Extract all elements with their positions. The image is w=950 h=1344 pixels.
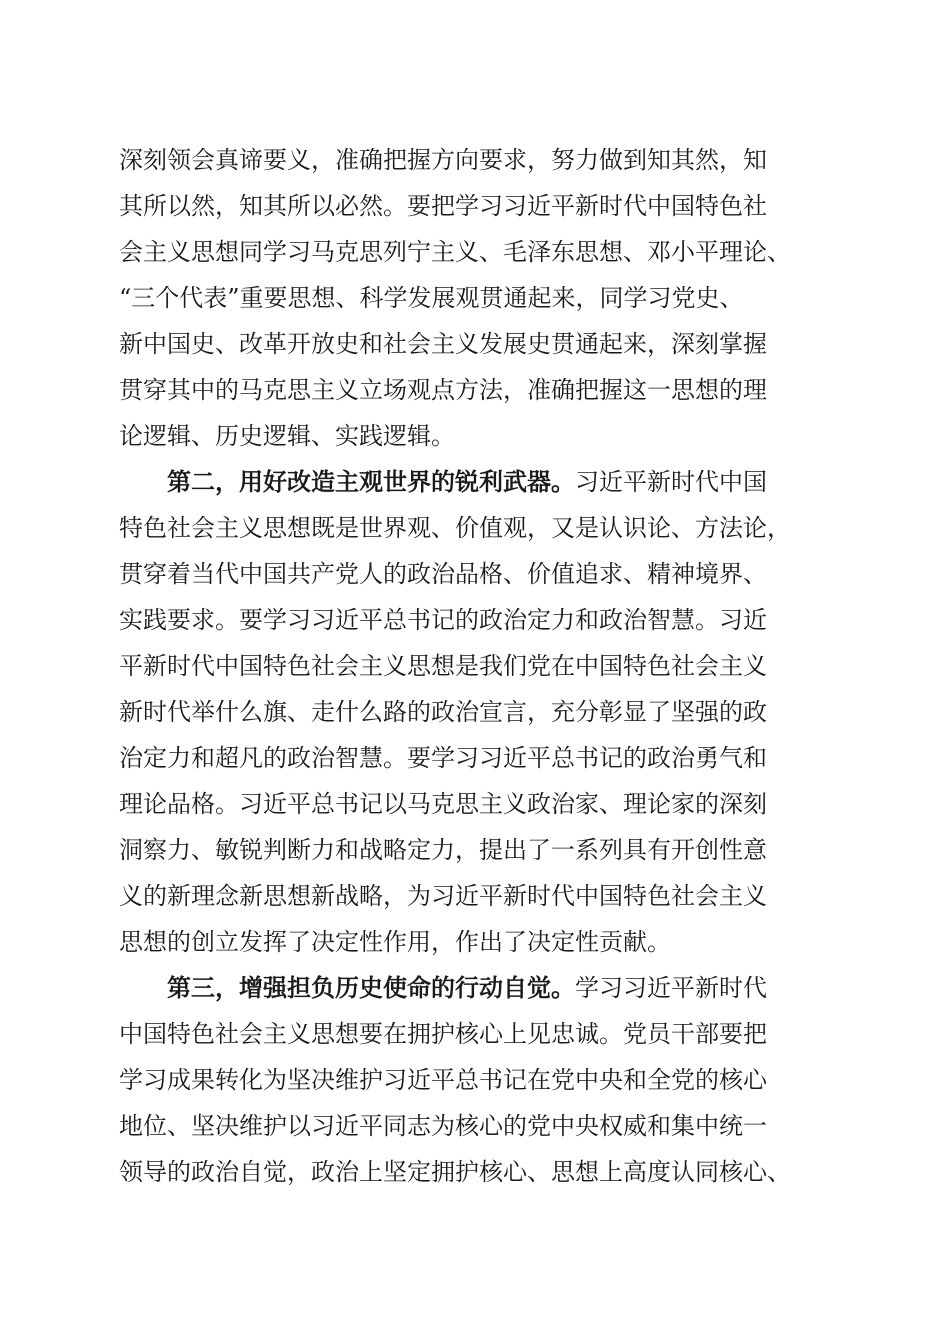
paragraph-3-heading: 第三，增强担负历史使命的行动自觉。 bbox=[167, 973, 575, 1002]
paragraph-1-line-1: 深刻领会真谛要义，准确把握方向要求，努力做到知其然，知 bbox=[119, 146, 767, 174]
paragraph-3-line-1 bbox=[119, 965, 834, 1011]
body-text bbox=[119, 137, 834, 1195]
paragraph-1-line-5: 新中国史、改革开放史和社会主义发展史贯通起来，深刻掌握 bbox=[119, 330, 767, 358]
paragraph-2-line-3: 贯穿着当代中国共产党人的政治品格、价值追求、精神境界、 bbox=[119, 560, 767, 588]
paragraph-3-line-4: 地位、坚决维护以习近平同志为核心的党中央权威和集中统一 bbox=[119, 1112, 767, 1140]
paragraph-3-first-line-text: 学习习近平新时代 bbox=[575, 974, 767, 1002]
paragraph-2-heading: 第二，用好改造主观世界的锐利武器。 bbox=[167, 467, 575, 496]
paragraph-1-line-2: 其所以然，知其所以必然。要把学习习近平新时代中国特色社 bbox=[119, 192, 767, 220]
paragraph-2-line-8: 理论品格。习近平总书记以马克思主义政治家、理论家的深刻 bbox=[119, 790, 767, 818]
paragraph-2-first-line-text: 习近平新时代中国 bbox=[575, 468, 767, 496]
paragraph-2-line-2: 特色社会主义思想既是世界观、价值观，又是认识论、方法论， bbox=[119, 514, 791, 542]
paragraph-3-line-2: 中国特色社会主义思想要在拥护核心上见忠诚。党员干部要把 bbox=[119, 1020, 767, 1048]
paragraph-2-line-4: 实践要求。要学习习近平总书记的政治定力和政治智慧。习近 bbox=[119, 606, 767, 634]
paragraph-2-line-10: 义的新理念新思想新战略，为习近平新时代中国特色社会主义 bbox=[119, 882, 767, 910]
paragraph-2-line-9: 洞察力、敏锐判断力和战略定力，提出了一系列具有开创性意 bbox=[119, 836, 767, 864]
paragraph-2-line-6: 新时代举什么旗、走什么路的政治宣言，充分彰显了坚强的政 bbox=[119, 698, 767, 726]
paragraph-2-line-7: 治定力和超凡的政治智慧。要学习习近平总书记的政治勇气和 bbox=[119, 744, 767, 772]
paragraph-1-line-6: 贯穿其中的马克思主义立场观点方法，准确把握这一思想的理 bbox=[119, 376, 767, 404]
paragraph-2-line-11: 思想的创立发挥了决定性作用，作出了决定性贡献。 bbox=[119, 928, 671, 956]
paragraph-1-line-3: 会主义思想同学习马克思列宁主义、毛泽东思想、邓小平理论、 bbox=[119, 238, 791, 266]
paragraph-3-line-5: 领导的政治自觉，政治上坚定拥护核心、思想上高度认同核心、 bbox=[119, 1158, 791, 1186]
paragraph-3-line-3: 学习成果转化为坚决维护习近平总书记在党中央和全党的核心 bbox=[119, 1066, 767, 1094]
paragraph-1-line-4: “三个代表”重要思想、科学发展观贯通起来，同学习党史、 bbox=[119, 284, 744, 312]
paragraph-2-line-5: 平新时代中国特色社会主义思想是我们党在中国特色社会主义 bbox=[119, 652, 767, 680]
paragraph-2-line-1 bbox=[119, 459, 834, 505]
paragraph-1-line-7: 论逻辑、历史逻辑、实践逻辑。 bbox=[119, 422, 455, 450]
